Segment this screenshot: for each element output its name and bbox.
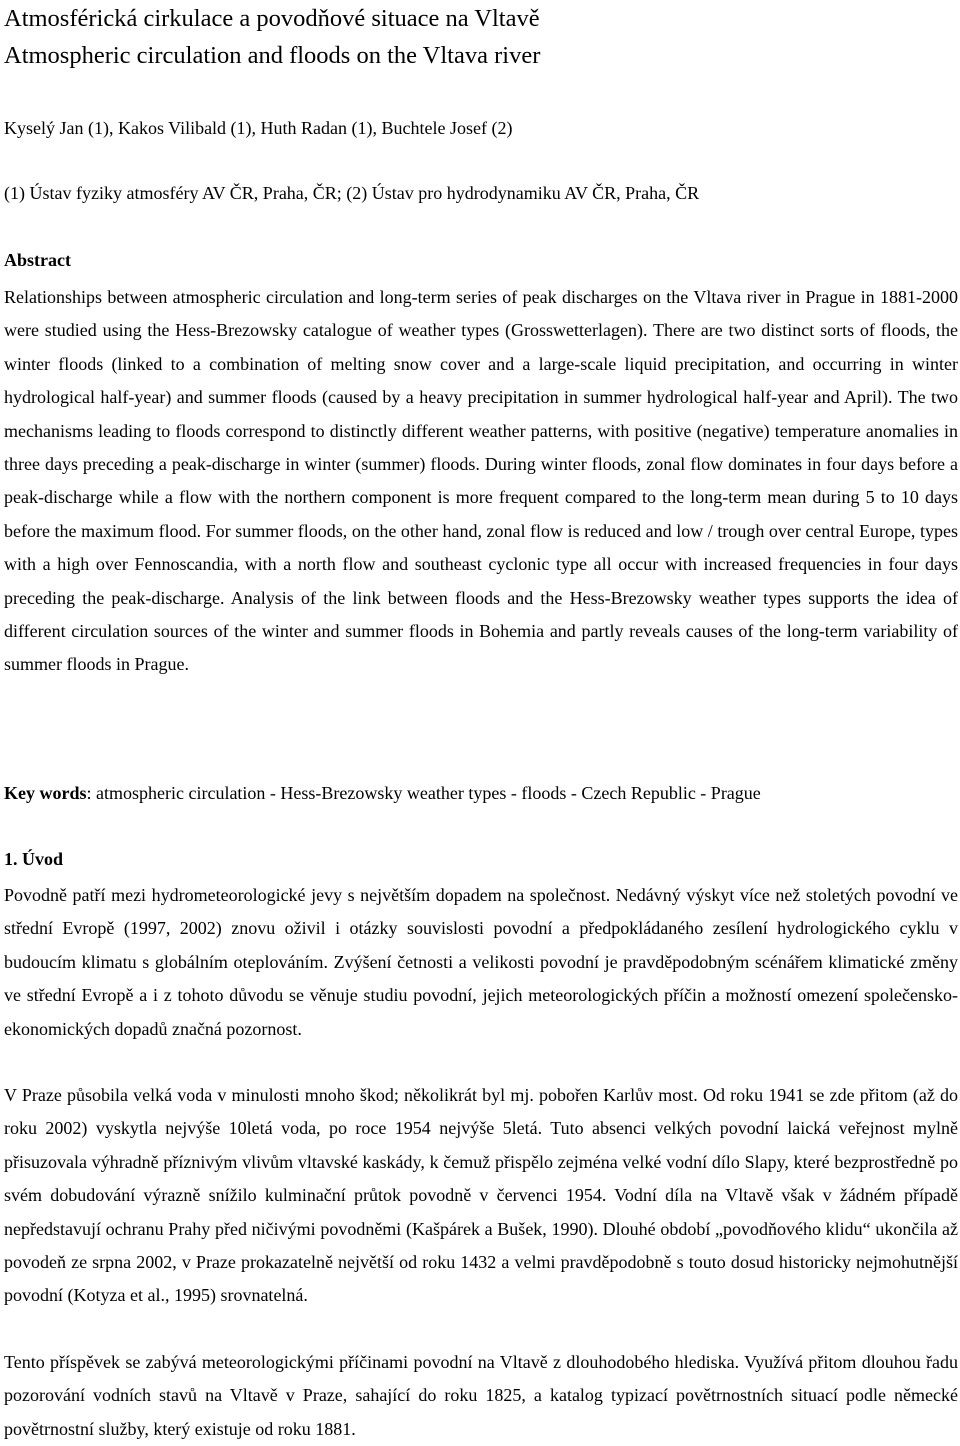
intro-paragraph-1: Povodně patří mezi hydrometeorologické jevy s největším dopadem na společnost. Nedávný výskyt více než stoletých povodní ve střední Evropě (1997, 2002) znovu oživil i otázky souvislosti povodní a předpokládaného zesílení hydrologického cyklu v budoucím klimatu s globálním oteplováním. Zvýšení četnosti a velikosti povodní je pravděpodobným scénářem klimatické změny ve střední Evropě a i z tohoto důvodu se věnuje studiu povodní, jejich meteorologických příčin a možností omezení společensko-ekonomických dopadů značná pozornost. — [4, 885, 958, 1039]
authors-line: Kyselý Jan (1), Kakos Vilibald (1), Huth Radan (1), Buchtele Josef (2) — [4, 118, 513, 138]
section-heading-intro: 1. Úvod — [4, 849, 64, 869]
document-page — [4, 0, 958, 1439]
intro-paragraph-3: Tento příspěvek se zabývá meteorologickými příčinami povodní na Vltavě z dlouhodobého hlediska. Využívá přitom dlouhou řadu pozorování vodních stavů na Vltavě v Praze, sahající do roku 1825, a katalog typizací povětrnostních situací podle německé povětrnostní služby, který existuje od roku 1881. — [4, 1352, 958, 1439]
intro-paragraph-2: V Praze působila velká voda v minulosti mnoho škod; několikrát byl mj. pobořen Karlův most. Od roku 1941 se zde přitom (až do roku 2002) vyskytla nejvýše 10letá voda, po roce 1954 nejvýše 5letá. Tuto absenci velkých povodní laická veřejnost mylně přisuzovala výhradně příznivým vlivům vltavské kaskády, k čemuž přispělo zejména velké vodní dílo Slapy, které bezprostředně po svém dobudování výrazně snížilo kulminační průtok povodně v červenci 1954. Vodní díla na Vltavě však v žádném případě nepředstavují ochranu Prahy před ničivými povodněmi (Kašpárek a Bušek, 1990). Dlouhé období „povodňového klidu“ ukončila až povodeň ze srpna 2002, v Praze prokazatelně největší od roku 1432 a velmi pravděpodobně s touto dosud historicky nejmohutnější povodní (Kotyza et al., 1995) srovnatelná. — [4, 1085, 958, 1306]
keywords-line — [4, 780, 761, 806]
keywords-label: Key words — [4, 783, 87, 803]
abstract-text: Relationships between atmospheric circulation and long-term series of peak discharges on the Vltava river in Prague in 1881-2000 were studied using the Hess-Brezowsky catalogue of weather types (Grosswetterlagen). There are two distinct sorts of floods, the winter floods (linked to a combination of melting snow cover and a large-scale liquid precipitation, and occurring in winter hydrological half-year) and summer floods (caused by a heavy precipitation in summer hydrological half-year and April). The two mechanisms leading to floods correspond to distinctly different weather patterns, with positive (negative) temperature anomalies in three days preceding a peak-discharge in winter (summer) floods. During winter floods, zonal flow dominates in four days before a peak-discharge while a flow with the northern component is more frequent compared to the long-term mean during 5 to 10 days before the maximum flood. For summer floods, on the other hand, zonal flow is reduced and low / trough over central Europe, types with a high over Fennoscandia, with a north flow and southeast cyclonic type all occur with increased frequencies in four days preceding the peak-discharge. Analysis of the link between floods and the Hess-Brezowsky weather types supports the idea of different circulation sources of the winter and summer floods in Bohemia and partly reveals causes of the long-term variability of summer floods in Prague. — [4, 287, 958, 675]
abstract-heading: Abstract — [4, 250, 71, 270]
title-english: Atmospheric circulation and floods on the Vltava river — [4, 42, 541, 69]
affiliations-line: (1) Ústav fyziky atmosféry AV ČR, Praha, ČR; (2) Ústav pro hydrodynamiku AV ČR, Praha, ČR — [4, 183, 700, 203]
title-czech: Atmosférická cirkulace a povodňové situace na Vltavě — [4, 5, 540, 32]
keywords-text: : atmospheric circulation - Hess-Brezowsky weather types - floods - Czech Republic - Prague — [86, 783, 761, 803]
